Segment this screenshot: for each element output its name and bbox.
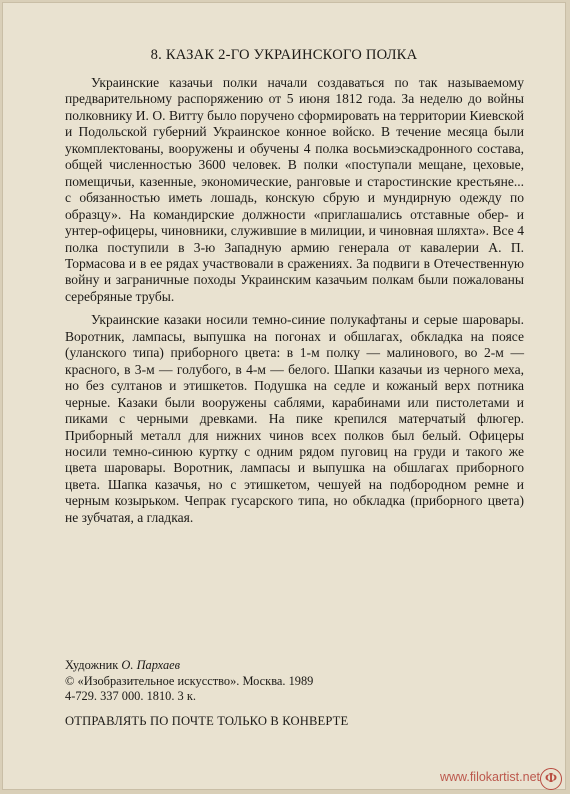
publication-credits bbox=[65, 658, 485, 705]
artist-label: Художник bbox=[65, 658, 119, 672]
description-text bbox=[65, 75, 524, 533]
print-info-line: 4-729. 337 000. 1810. 3 к. bbox=[65, 689, 196, 703]
paragraph-history: Украинские казачьи полки начали создаваться по так называемому предварительному распоряжению от 5 июня 1812 года. За неделю до войны полковнику И. О. Витту было поручено сформировать на территории Киевской и Подольской губерний Украинское конное войско. В течение месяца были укомплектованы, вооружены и обучены 4 полка восьмиэскадронного состава, общей численностью 3600 человек. В полки «поступали мещане, цеховые, помещичьи, казенные, экономические, ранговые и старостинские крестьяне... с обязанностью иметь лошадь, конскую сбрую и мундирную одежду по образцу». На командирские должности «приглашались отставные обер- и унтер-офицеры, чиновники, служившие в милиции, и чиновная шляхта». Все 4 полка поступили в 3-ю Западную армию генерала от кавалерии А. П. Тормасова и в ее рядах участвовали в сражениях. За подвиги в Отечественную войну и заграничные походы Украинским казачьим полкам были пожалованы серебряные трубы. bbox=[65, 75, 524, 304]
watermark-url: www.filokartist.net bbox=[439, 770, 540, 784]
artist-name: О. Пархаев bbox=[121, 658, 181, 672]
artist-line bbox=[65, 658, 485, 674]
card-title: 8. КАЗАК 2-ГО УКРАИНСКОГО ПОЛКА bbox=[150, 47, 418, 63]
copyright-line: © «Изобразительное искусство». Москва. 1989 bbox=[65, 673, 314, 688]
mailing-instruction: ОТПРАВЛЯТЬ ПО ПОЧТЕ ТОЛЬКО В КОНВЕРТЕ bbox=[65, 714, 349, 728]
paragraph-uniform: Украинские казаки носили темно-синие полукафтаны и серые шаровары. Воротник, лампасы, выпушка на погонах и обшлагах, обкладка на поясе (уланского типа) приборного цвета: в 1-м полку — малинового, во 2-м — красного, в 3-м — голубого, в 4-м — белого. Шапки казачьи из черного меха, но без султанов и этишкетов. Подушка на седле и кожаный верх потника черные. Казаки были вооружены саблями, карабинами или пистолетами и пиками с черными древками. На пике крепился матерчатый флюгер. Приборный металл для нижних чинов всех полков был белый. Офицеры носили темно-синюю куртку с одним рядом пуговиц на груди и такого же цвета шаровары. Воротник, лампасы и выпушка на обшлагах приборного цвета. Шапка казачья, но с этишкетом, чешуей на подбородном ремне и черным козырьком. Чепрак гусарского типа, но обкладка (приборного цвета) не зубчатая, а гладкая. bbox=[65, 312, 524, 525]
postcard-back bbox=[3, 3, 565, 789]
watermark-logo-icon: Ф bbox=[540, 768, 562, 790]
